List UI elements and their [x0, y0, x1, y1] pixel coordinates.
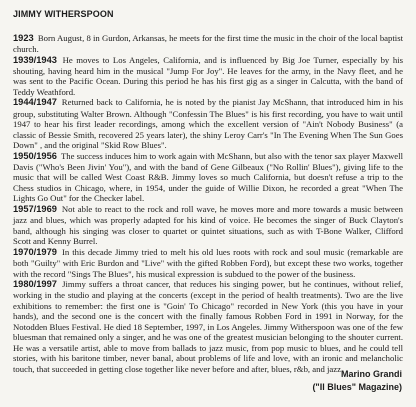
entry-1939-1943 — [13, 55, 403, 98]
publication-name: ("Il Blues" Magazine) — [312, 382, 402, 393]
entry-text: Born August, 8 in Gurdon, Arkansas, he meets for the first time the music in the choir of the local baptist church. — [13, 32, 403, 55]
entry-year: 1944/1947 — [13, 97, 57, 108]
entry-text: The success induces him to work again with McShann, but also with the tenor sax player Maxwell Davis ("Who's Been Jivin' You"), and with the band of Gene Gilbeaux ("No Rollin' Blues"), giving life to the music that will be called West Coast R&B. Jimmy loves so much California, but doesn't refuse a trip to the Chess studios in Chicago, where, in 1954, under the guide of Willie Dixon, he recorded a great "When The Lights Go Out" for the Checker label. — [13, 150, 403, 204]
entry-text: In this decade Jimmy tried to melt his old lues roots with rock and soul music (remarkable are both "Guilty" with Eric Burdon and "Live" with the gifted Robben Ford), but except these two works, together with the record "Sings The Blues", his musical expression is subdued to the power of the business. — [13, 246, 403, 279]
entry-text: Returned back to California, he is noted by the pianist Jay McShann, that introduced him in his group, substituting Walter Brown. Although "Confessin The Blues" is his first recording, you have to wait until 1947 to hear his first leader recordings, among which the excellent version of "Ain't Nobody Business" (a classic of Bessie Smith, recovered 25 years later), the shiny Leroy Carr's "In The Evening When The Sun Goes Down" , and the original "Skid Row Blues". — [13, 97, 404, 151]
entry-1970-1979 — [13, 247, 403, 279]
entry-year: 1957/1969 — [13, 204, 57, 214]
entry-year: 1980/1997 — [13, 279, 57, 290]
entry-year: 1970/1979 — [13, 246, 57, 257]
biography-entries — [13, 33, 403, 375]
signature — [312, 368, 402, 394]
entry-1944-1947 — [13, 97, 403, 150]
author-name: Marino Grandi — [340, 369, 402, 379]
entry-1923 — [13, 33, 403, 55]
entry-text: Jimmy suffers a throat cancer, that reduces his singing power, but he continues, without relief, working in the studio and playing at the concerts (except in the period of health treatments). Two are the live exhibitions to remember: the first one is "Goin' To Chicago" recorded in New York (this you have in your hands), and the second one is the concert with the finally famous Robben Ford in 1991 in Norway, for the Notodden Blues Festival. He died 18 September, 1997, in Los Angeles. Jimmy Witherspoon was one of the few bluesman that remained only a singer, and he was one of the greatest musician belonging to the shouter current. He was a versatile artist, able to move from ballads to jazz music, from pop music to blues, and he could tell stories, with his baritone timber, never banal, about problems of life and love, with an ironic and melancholic touch, that succeeded in getting close together like never before and after, blues, r&b, and jazz. — [13, 279, 403, 374]
entry-1950-1956 — [13, 151, 403, 204]
entry-1980-1997 — [13, 279, 403, 374]
entry-text: He moves to Los Angeles, California, and is influenced by Big Joe Turner, especially by his shouting, having heard him in the musical "Jump For Joy". He leaves for the army, in the Navy fleet, and he was sent to the Pacific Ocean. During this period he has his first gig as a singer in Calcutta, with the band of Teddy Weathford. — [13, 54, 404, 97]
entry-text: Not able to react to the rock and roll wave, he moves more and more towards a music between jazz and blues, which was properly adapted for his kind of voice. He becomes the singer of Buck Clayton's band, although his singing was closer to quartet or quintet situations, such as with T-Bone Walker, Clifford Scott and Kenny Burrel. — [13, 204, 403, 247]
entry-year: 1939/1943 — [13, 54, 57, 65]
page-title: JIMMY WITHERSPOON — [13, 9, 114, 19]
entry-year: 1923 — [13, 32, 34, 43]
entry-1957-1969 — [13, 204, 403, 247]
entry-year: 1950/1956 — [13, 150, 57, 161]
